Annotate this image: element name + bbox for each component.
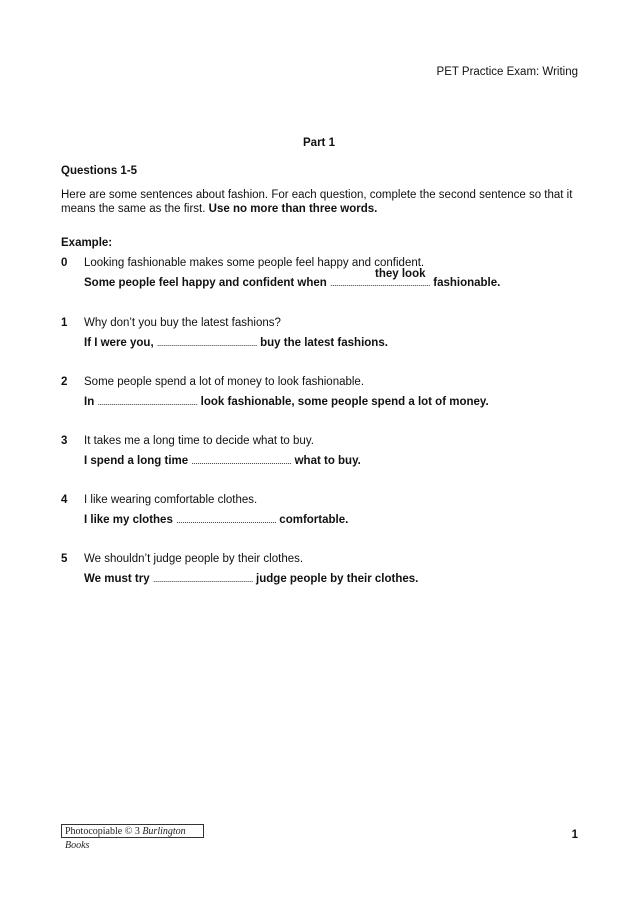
- copyright-mark: © 3: [124, 826, 140, 837]
- example-suffix: fashionable.: [433, 277, 501, 289]
- example-sentence: Looking fashionable makes some people feel happy and confident.: [84, 257, 425, 269]
- publisher-name: Burlington Books: [65, 826, 186, 851]
- question-sentence: Some people spend a lot of money to look fashionable.: [84, 376, 365, 388]
- answer-dots: ..................................................: [330, 278, 431, 288]
- question-transformation: [84, 337, 388, 349]
- question-number: 5: [61, 553, 68, 565]
- answer-blank[interactable]: ..................................................: [176, 515, 277, 525]
- question-number: 1: [61, 317, 68, 329]
- question-prefix: If I were you,: [84, 337, 154, 349]
- question-transformation: [84, 455, 361, 467]
- question-prefix: In: [84, 396, 95, 408]
- part-title: Part 1: [303, 137, 335, 149]
- question-number: 2: [61, 376, 68, 388]
- instructions-text: Here are some sentences about fashion. For each question, complete the second sentence so that it means the same as the first.: [61, 189, 573, 215]
- question-transformation: [84, 514, 348, 526]
- question-sentence: I like wearing comfortable clothes.: [84, 494, 258, 506]
- question-prefix: I like my clothes: [84, 514, 173, 526]
- section-title: Questions 1-5: [61, 165, 138, 177]
- question-suffix: buy the latest fashions.: [260, 337, 388, 349]
- question-suffix: judge people by their clothes.: [256, 573, 419, 585]
- question-sentence: We shouldn’t judge people by their clothes.: [84, 553, 304, 565]
- question-suffix: look fashionable, some people spend a lot of money.: [200, 396, 489, 408]
- question-suffix: comfortable.: [279, 514, 349, 526]
- example-answer-blank: [330, 268, 431, 289]
- question-number: 4: [61, 494, 68, 506]
- question-transformation: [84, 573, 418, 585]
- photocopiable-label: Photocopiable: [65, 826, 123, 837]
- page-number: 1: [571, 829, 578, 841]
- question-transformation: [84, 396, 489, 408]
- header-title: PET Practice Exam: Writing: [436, 66, 578, 78]
- answer-blank[interactable]: ..................................................: [152, 574, 253, 584]
- example-answer: they look: [375, 268, 426, 280]
- question-suffix: what to buy.: [294, 455, 361, 467]
- question-number: 3: [61, 435, 68, 447]
- question-sentence: Why don’t you buy the latest fashions?: [84, 317, 281, 329]
- question-sentence: It takes me a long time to decide what to buy.: [84, 435, 314, 447]
- instructions-emphasis: Use no more than three words.: [208, 203, 378, 215]
- instructions: [61, 188, 581, 216]
- example-number: 0: [61, 257, 68, 269]
- example-label: Example:: [61, 237, 113, 249]
- answer-blank[interactable]: ..................................................: [97, 397, 198, 407]
- example-transformation: [84, 268, 501, 289]
- question-prefix: I spend a long time: [84, 455, 189, 467]
- example-prefix: Some people feel happy and confident when: [84, 277, 327, 289]
- answer-blank[interactable]: ..................................................: [156, 338, 257, 348]
- photocopiable-badge: [61, 824, 204, 851]
- answer-blank[interactable]: ..................................................: [191, 456, 292, 466]
- question-prefix: We must try: [84, 573, 150, 585]
